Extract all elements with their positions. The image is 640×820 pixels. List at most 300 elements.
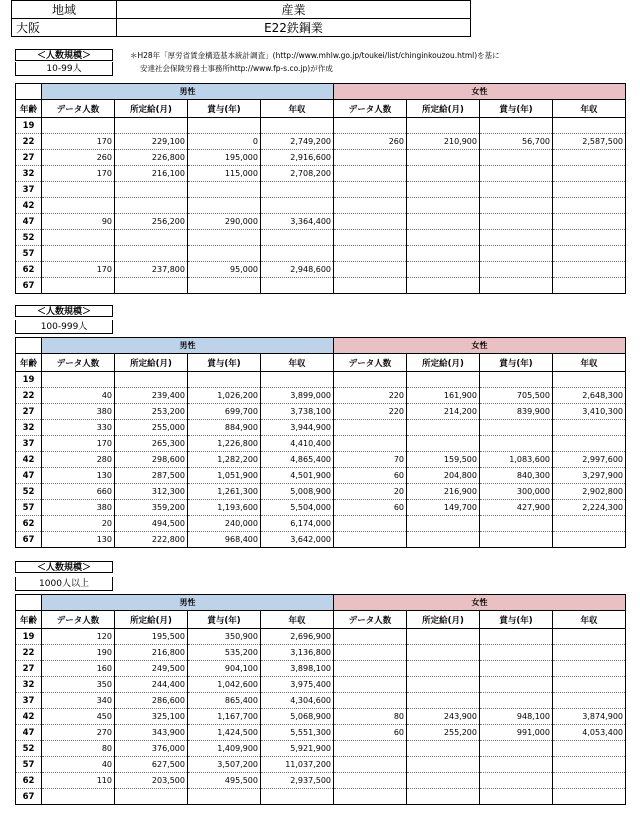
- male-annual-cell: 2,948,600: [261, 262, 334, 278]
- male-bonus-cell: 884,900: [188, 420, 261, 436]
- female-bonus-cell: 991,000: [480, 725, 553, 741]
- male-count-cell: 130: [42, 468, 115, 484]
- female-count-cell: [334, 532, 407, 548]
- male-count-cell: 660: [42, 484, 115, 500]
- female-header: 女性: [334, 84, 626, 100]
- table-row: [16, 182, 626, 198]
- female-count-cell: [334, 420, 407, 436]
- female-count-cell: [334, 645, 407, 661]
- table-row: [16, 388, 626, 404]
- age-cell: 42: [16, 198, 42, 214]
- female-bonus-cell: [480, 516, 553, 532]
- table-row: [16, 278, 626, 294]
- age-cell: 47: [16, 468, 42, 484]
- male-salary-cell: 249,500: [115, 661, 188, 677]
- table-row: [16, 757, 626, 773]
- male-salary-cell: 359,200: [115, 500, 188, 516]
- column-header-annual: 年収: [553, 611, 626, 629]
- female-bonus-cell: 427,900: [480, 500, 553, 516]
- salary-table: [15, 337, 626, 548]
- female-bonus-cell: [480, 693, 553, 709]
- female-salary-cell: [407, 757, 480, 773]
- female-bonus-cell: 839,900: [480, 404, 553, 420]
- female-bonus-cell: [480, 773, 553, 789]
- female-bonus-cell: [480, 436, 553, 452]
- column-header-annual: 年収: [261, 100, 334, 118]
- male-annual-cell: 2,916,600: [261, 150, 334, 166]
- female-bonus-cell: [480, 278, 553, 294]
- female-salary-cell: 204,800: [407, 468, 480, 484]
- age-cell: 32: [16, 420, 42, 436]
- column-header-salary: 所定給(月): [115, 354, 188, 372]
- male-count-cell: 260: [42, 150, 115, 166]
- male-salary-cell: 255,000: [115, 420, 188, 436]
- age-cell: 37: [16, 182, 42, 198]
- female-salary-cell: 243,900: [407, 709, 480, 725]
- column-header-count: データ人数: [334, 100, 407, 118]
- female-bonus-cell: 300,000: [480, 484, 553, 500]
- female-salary-cell: [407, 278, 480, 294]
- age-cell: 19: [16, 372, 42, 388]
- female-salary-cell: [407, 693, 480, 709]
- female-count-cell: [334, 214, 407, 230]
- female-annual-cell: [553, 645, 626, 661]
- male-salary-cell: 226,800: [115, 150, 188, 166]
- table-row: [16, 741, 626, 757]
- corner-cell: [16, 595, 42, 611]
- size-range: 1000人以上: [15, 577, 113, 591]
- male-count-cell: 380: [42, 500, 115, 516]
- table-row: [16, 532, 626, 548]
- female-count-cell: 70: [334, 452, 407, 468]
- female-annual-cell: [553, 757, 626, 773]
- female-salary-cell: [407, 436, 480, 452]
- column-header-salary: 所定給(月): [115, 100, 188, 118]
- male-bonus-cell: 1,042,600: [188, 677, 261, 693]
- table-row: [16, 436, 626, 452]
- male-annual-cell: 3,738,100: [261, 404, 334, 420]
- male-annual-cell: 3,642,000: [261, 532, 334, 548]
- column-header-bonus: 賞与(年): [188, 354, 261, 372]
- male-count-cell: [42, 372, 115, 388]
- female-count-cell: [334, 629, 407, 645]
- female-count-cell: 220: [334, 388, 407, 404]
- male-header: 男性: [42, 84, 334, 100]
- age-cell: 37: [16, 436, 42, 452]
- table-row: [16, 198, 626, 214]
- female-bonus-cell: [480, 420, 553, 436]
- female-annual-cell: [553, 693, 626, 709]
- male-bonus-cell: 1,193,600: [188, 500, 261, 516]
- female-count-cell: 260: [334, 134, 407, 150]
- female-bonus-cell: [480, 645, 553, 661]
- female-count-cell: [334, 182, 407, 198]
- female-salary-cell: [407, 420, 480, 436]
- female-salary-cell: [407, 629, 480, 645]
- female-annual-cell: [553, 118, 626, 134]
- female-bonus-cell: 948,100: [480, 709, 553, 725]
- female-count-cell: [334, 118, 407, 134]
- table-row: [16, 693, 626, 709]
- male-count-cell: 270: [42, 725, 115, 741]
- source-note: [130, 49, 500, 75]
- male-header: 男性: [42, 595, 334, 611]
- female-salary-cell: [407, 741, 480, 757]
- female-annual-cell: 3,297,900: [553, 468, 626, 484]
- male-count-cell: [42, 198, 115, 214]
- female-count-cell: [334, 693, 407, 709]
- male-annual-cell: 4,865,400: [261, 452, 334, 468]
- female-bonus-cell: [480, 757, 553, 773]
- male-bonus-cell: 1,167,700: [188, 709, 261, 725]
- male-count-cell: 80: [42, 741, 115, 757]
- female-bonus-cell: [480, 182, 553, 198]
- column-header-count: データ人数: [334, 611, 407, 629]
- female-salary-cell: [407, 645, 480, 661]
- female-bonus-cell: 1,083,600: [480, 452, 553, 468]
- female-bonus-cell: [480, 262, 553, 278]
- female-salary-cell: [407, 214, 480, 230]
- male-count-cell: [42, 789, 115, 805]
- female-annual-cell: 2,902,800: [553, 484, 626, 500]
- female-annual-cell: [553, 661, 626, 677]
- female-annual-cell: [553, 246, 626, 262]
- male-count-cell: 90: [42, 214, 115, 230]
- female-salary-cell: [407, 677, 480, 693]
- age-cell: 52: [16, 741, 42, 757]
- male-bonus-cell: 350,900: [188, 629, 261, 645]
- age-cell: 37: [16, 693, 42, 709]
- table-row: [16, 118, 626, 134]
- male-bonus-cell: [188, 372, 261, 388]
- male-bonus-cell: 865,400: [188, 693, 261, 709]
- male-count-cell: 170: [42, 436, 115, 452]
- age-column-header: 年齢: [16, 354, 42, 372]
- female-salary-cell: 216,900: [407, 484, 480, 500]
- male-annual-cell: 2,708,200: [261, 166, 334, 182]
- male-salary-cell: 325,100: [115, 709, 188, 725]
- column-header-bonus: 賞与(年): [480, 100, 553, 118]
- source-note-line-2: 安達社会保険労務士事務所http://www.fp-s.co.jp)が作成: [140, 64, 333, 73]
- female-annual-cell: [553, 773, 626, 789]
- female-salary-cell: [407, 230, 480, 246]
- male-bonus-cell: 240,000: [188, 516, 261, 532]
- size-label: ＜人数規模＞: [15, 305, 113, 317]
- female-bonus-cell: 705,500: [480, 388, 553, 404]
- male-bonus-cell: 1,226,800: [188, 436, 261, 452]
- table-row: [16, 789, 626, 805]
- column-header-count: データ人数: [334, 354, 407, 372]
- female-count-cell: 20: [334, 484, 407, 500]
- column-header-bonus: 賞与(年): [480, 354, 553, 372]
- male-salary-cell: 222,800: [115, 532, 188, 548]
- female-bonus-cell: [480, 661, 553, 677]
- table-row: [16, 134, 626, 150]
- age-cell: 42: [16, 452, 42, 468]
- female-salary-cell: [407, 773, 480, 789]
- age-cell: 27: [16, 150, 42, 166]
- male-count-cell: 110: [42, 773, 115, 789]
- female-header: 女性: [334, 338, 626, 354]
- female-annual-cell: [553, 420, 626, 436]
- male-bonus-cell: 535,200: [188, 645, 261, 661]
- male-annual-cell: 6,174,000: [261, 516, 334, 532]
- female-bonus-cell: [480, 166, 553, 182]
- male-salary-cell: [115, 372, 188, 388]
- male-bonus-cell: 904,100: [188, 661, 261, 677]
- female-count-cell: [334, 262, 407, 278]
- column-header-salary: 所定給(月): [407, 354, 480, 372]
- age-cell: 57: [16, 500, 42, 516]
- male-annual-cell: 11,037,200: [261, 757, 334, 773]
- column-header-annual: 年収: [261, 611, 334, 629]
- male-count-cell: 330: [42, 420, 115, 436]
- male-annual-cell: 5,551,300: [261, 725, 334, 741]
- female-annual-cell: [553, 198, 626, 214]
- male-bonus-cell: 1,051,900: [188, 468, 261, 484]
- male-salary-cell: 343,900: [115, 725, 188, 741]
- age-cell: 27: [16, 661, 42, 677]
- female-count-cell: [334, 436, 407, 452]
- female-count-cell: [334, 757, 407, 773]
- male-bonus-cell: 290,000: [188, 214, 261, 230]
- male-count-cell: 120: [42, 629, 115, 645]
- column-header-annual: 年収: [261, 354, 334, 372]
- table-row: [16, 230, 626, 246]
- male-bonus-cell: [188, 278, 261, 294]
- table-row: [16, 500, 626, 516]
- female-annual-cell: 3,874,900: [553, 709, 626, 725]
- male-salary-cell: [115, 198, 188, 214]
- male-salary-cell: [115, 278, 188, 294]
- female-annual-cell: 2,224,300: [553, 500, 626, 516]
- male-salary-cell: 265,300: [115, 436, 188, 452]
- female-annual-cell: [553, 532, 626, 548]
- female-bonus-cell: [480, 372, 553, 388]
- female-count-cell: [334, 789, 407, 805]
- male-header: 男性: [42, 338, 334, 354]
- age-cell: 42: [16, 709, 42, 725]
- size-range: 100-999人: [15, 320, 113, 334]
- male-annual-cell: [261, 198, 334, 214]
- column-header-count: データ人数: [42, 100, 115, 118]
- male-count-cell: 130: [42, 532, 115, 548]
- female-salary-cell: 214,200: [407, 404, 480, 420]
- male-annual-cell: 2,749,200: [261, 134, 334, 150]
- male-bonus-cell: 1,409,900: [188, 741, 261, 757]
- male-count-cell: 350: [42, 677, 115, 693]
- male-salary-cell: 298,600: [115, 452, 188, 468]
- female-salary-cell: 149,700: [407, 500, 480, 516]
- female-salary-cell: [407, 182, 480, 198]
- male-bonus-cell: 1,282,200: [188, 452, 261, 468]
- male-bonus-cell: 95,000: [188, 262, 261, 278]
- female-salary-cell: [407, 516, 480, 532]
- male-annual-cell: 5,504,000: [261, 500, 334, 516]
- table-row: [16, 246, 626, 262]
- male-bonus-cell: 195,000: [188, 150, 261, 166]
- female-count-cell: 80: [334, 709, 407, 725]
- column-header-annual: 年収: [553, 354, 626, 372]
- age-cell: 22: [16, 134, 42, 150]
- female-bonus-cell: [480, 150, 553, 166]
- female-annual-cell: [553, 230, 626, 246]
- male-bonus-cell: [188, 246, 261, 262]
- male-bonus-cell: 115,000: [188, 166, 261, 182]
- male-salary-cell: 244,400: [115, 677, 188, 693]
- male-bonus-cell: 1,424,500: [188, 725, 261, 741]
- male-count-cell: 340: [42, 693, 115, 709]
- female-annual-cell: 2,587,500: [553, 134, 626, 150]
- male-annual-cell: [261, 246, 334, 262]
- female-annual-cell: 2,648,300: [553, 388, 626, 404]
- age-cell: 22: [16, 645, 42, 661]
- table-row: [16, 468, 626, 484]
- male-count-cell: 160: [42, 661, 115, 677]
- size-label: ＜人数規模＞: [15, 561, 113, 573]
- female-salary-cell: [407, 198, 480, 214]
- female-salary-cell: [407, 150, 480, 166]
- male-salary-cell: [115, 182, 188, 198]
- male-bonus-cell: [188, 230, 261, 246]
- male-bonus-cell: 3,507,200: [188, 757, 261, 773]
- female-bonus-cell: [480, 677, 553, 693]
- female-count-cell: [334, 150, 407, 166]
- female-bonus-cell: [480, 230, 553, 246]
- female-annual-cell: [553, 182, 626, 198]
- male-count-cell: 450: [42, 709, 115, 725]
- female-salary-cell: 255,200: [407, 725, 480, 741]
- female-count-cell: [334, 372, 407, 388]
- male-salary-cell: [115, 118, 188, 134]
- male-annual-cell: 4,304,600: [261, 693, 334, 709]
- female-salary-cell: [407, 166, 480, 182]
- age-cell: 27: [16, 404, 42, 420]
- female-salary-cell: 159,500: [407, 452, 480, 468]
- female-count-cell: [334, 198, 407, 214]
- male-count-cell: [42, 118, 115, 134]
- male-annual-cell: 4,410,400: [261, 436, 334, 452]
- age-cell: 19: [16, 118, 42, 134]
- male-count-cell: [42, 182, 115, 198]
- male-salary-cell: 195,500: [115, 629, 188, 645]
- female-salary-cell: [407, 789, 480, 805]
- column-header-bonus: 賞与(年): [188, 100, 261, 118]
- male-bonus-cell: [188, 789, 261, 805]
- male-annual-cell: 3,975,400: [261, 677, 334, 693]
- male-annual-cell: 2,696,900: [261, 629, 334, 645]
- male-annual-cell: [261, 278, 334, 294]
- female-annual-cell: 2,997,600: [553, 452, 626, 468]
- female-annual-cell: [553, 166, 626, 182]
- age-cell: 32: [16, 677, 42, 693]
- male-salary-cell: 203,500: [115, 773, 188, 789]
- corner-cell: [16, 338, 42, 354]
- male-salary-cell: 287,500: [115, 468, 188, 484]
- table-row: [16, 629, 626, 645]
- female-bonus-cell: 840,300: [480, 468, 553, 484]
- female-bonus-cell: [480, 741, 553, 757]
- table-row: [16, 452, 626, 468]
- table-row: [16, 677, 626, 693]
- male-salary-cell: 494,500: [115, 516, 188, 532]
- column-header-salary: 所定給(月): [407, 611, 480, 629]
- table-row: [16, 773, 626, 789]
- male-count-cell: 280: [42, 452, 115, 468]
- female-count-cell: 60: [334, 725, 407, 741]
- female-annual-cell: 3,410,300: [553, 404, 626, 420]
- age-cell: 62: [16, 773, 42, 789]
- age-cell: 47: [16, 214, 42, 230]
- female-count-cell: [334, 661, 407, 677]
- male-bonus-cell: [188, 118, 261, 134]
- male-bonus-cell: 1,026,200: [188, 388, 261, 404]
- female-bonus-cell: [480, 198, 553, 214]
- age-cell: 67: [16, 278, 42, 294]
- table-row: [16, 709, 626, 725]
- female-annual-cell: [553, 741, 626, 757]
- female-annual-cell: [553, 789, 626, 805]
- age-cell: 52: [16, 230, 42, 246]
- female-annual-cell: [553, 278, 626, 294]
- male-salary-cell: [115, 246, 188, 262]
- female-bonus-cell: [480, 629, 553, 645]
- male-salary-cell: 216,800: [115, 645, 188, 661]
- female-count-cell: [334, 166, 407, 182]
- female-count-cell: [334, 230, 407, 246]
- female-annual-cell: [553, 214, 626, 230]
- male-annual-cell: [261, 182, 334, 198]
- female-count-cell: [334, 246, 407, 262]
- male-bonus-cell: 699,700: [188, 404, 261, 420]
- header-table: [11, 0, 471, 37]
- table-row: [16, 404, 626, 420]
- female-bonus-cell: [480, 118, 553, 134]
- male-annual-cell: [261, 372, 334, 388]
- male-annual-cell: 3,898,100: [261, 661, 334, 677]
- column-header-bonus: 賞与(年): [480, 611, 553, 629]
- female-annual-cell: [553, 150, 626, 166]
- male-annual-cell: 3,364,400: [261, 214, 334, 230]
- male-count-cell: 170: [42, 262, 115, 278]
- male-count-cell: 190: [42, 645, 115, 661]
- age-column-header: 年齢: [16, 611, 42, 629]
- male-bonus-cell: 1,261,300: [188, 484, 261, 500]
- male-annual-cell: 5,008,900: [261, 484, 334, 500]
- male-annual-cell: 5,068,900: [261, 709, 334, 725]
- table-row: [16, 150, 626, 166]
- male-salary-cell: 239,400: [115, 388, 188, 404]
- age-cell: 57: [16, 246, 42, 262]
- female-salary-cell: 210,900: [407, 134, 480, 150]
- male-count-cell: 20: [42, 516, 115, 532]
- source-note-line-1: ＊H28年「厚労省賃金構造基本統計調査」(http://www.mhlw.go.jp/toukei/list/chinginkouzou.html)を基に: [130, 51, 500, 60]
- female-annual-cell: [553, 677, 626, 693]
- column-header-salary: 所定給(月): [407, 100, 480, 118]
- industry-label: 産業: [117, 1, 471, 19]
- male-salary-cell: 312,300: [115, 484, 188, 500]
- male-annual-cell: 3,136,800: [261, 645, 334, 661]
- age-cell: 19: [16, 629, 42, 645]
- female-salary-cell: [407, 661, 480, 677]
- column-header-count: データ人数: [42, 611, 115, 629]
- table-row: [16, 166, 626, 182]
- male-annual-cell: 2,937,500: [261, 773, 334, 789]
- female-bonus-cell: [480, 246, 553, 262]
- age-cell: 67: [16, 532, 42, 548]
- age-cell: 22: [16, 388, 42, 404]
- region-label: 地域: [12, 1, 117, 19]
